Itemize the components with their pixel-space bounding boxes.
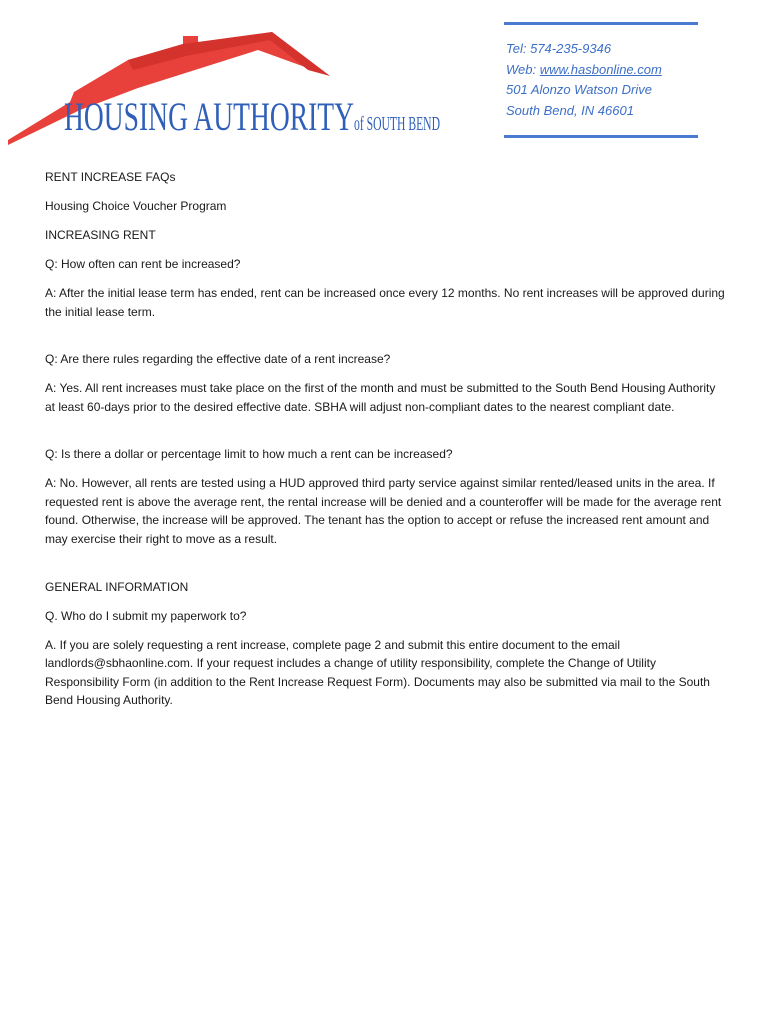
faq-question-2: Q: Are there rules regarding the effective date of a rent increase?	[45, 352, 391, 367]
faq-question-1: Q: How often can rent be increased?	[45, 256, 241, 271]
faq-answer-4: A. If you are solely requesting a rent increase, complete page 2 and submit this entire document to the email landlords@sbhaonline.com. If your request includes a change of utility responsibility, complete the Change of Utility Responsibility Form (in addition to the Rent Increase Request Form). Documents may also be submitted via mail to the South Bend Housing Authority.	[45, 637, 710, 708]
faq-answer-3: A: No. However, all rents are tested using a HUD approved third party service against similar rented/leased units in the area. If requested rent is above the average rent, the rental increase will be denied and a counteroffer will be made for the average rent found. Otherwise, the increase will be approved. The tenant has the option to accept or refuse the increased rent amount and may exercise their right to move as a result.	[45, 476, 722, 547]
contact-bottom-rule	[504, 135, 698, 138]
faq-body	[45, 168, 725, 720]
contact-web-link[interactable]: www.hasbonline.com	[539, 61, 662, 77]
section-heading-increasing-rent: INCREASING RENT	[45, 227, 156, 242]
faq-question-4: Q. Who do I submit my paperwork to?	[45, 608, 247, 623]
logo-graphic	[8, 30, 448, 145]
doc-title: RENT INCREASE FAQs	[45, 170, 176, 184]
contact-web-line	[506, 60, 700, 81]
program-name: Housing Choice Voucher Program	[45, 198, 227, 213]
contact-address-line2: South Bend, IN 46601	[506, 102, 634, 118]
logo-suffix-text: of SOUTH BEND	[354, 113, 440, 135]
contact-block	[504, 22, 700, 138]
contact-tel: Tel: 574-235-9346	[506, 41, 612, 56]
logo-main-text: HOUSING AUTHORITY	[64, 94, 354, 139]
section-heading-general-information: GENERAL INFORMATION	[45, 579, 189, 594]
contact-address-line1: 501 Alonzo Watson Drive	[506, 82, 652, 97]
contact-web-label: Web:	[506, 61, 540, 77]
faq-answer-2: A: Yes. All rent increases must take place on the first of the month and must be submitted to the South Bend Housing Authority at least 60-days prior to the desired effective date. SBHA will adjust non-compliant dates to the nearest compliant date.	[45, 381, 716, 414]
faq-answer-1: A: After the initial lease term has ended, rent can be increased once every 12 months. No rent increases will be approved during the initial lease term.	[45, 285, 725, 319]
housing-authority-logo	[8, 30, 448, 145]
faq-question-3: Q: Is there a dollar or percentage limit to how much a rent can be increased?	[45, 447, 453, 462]
